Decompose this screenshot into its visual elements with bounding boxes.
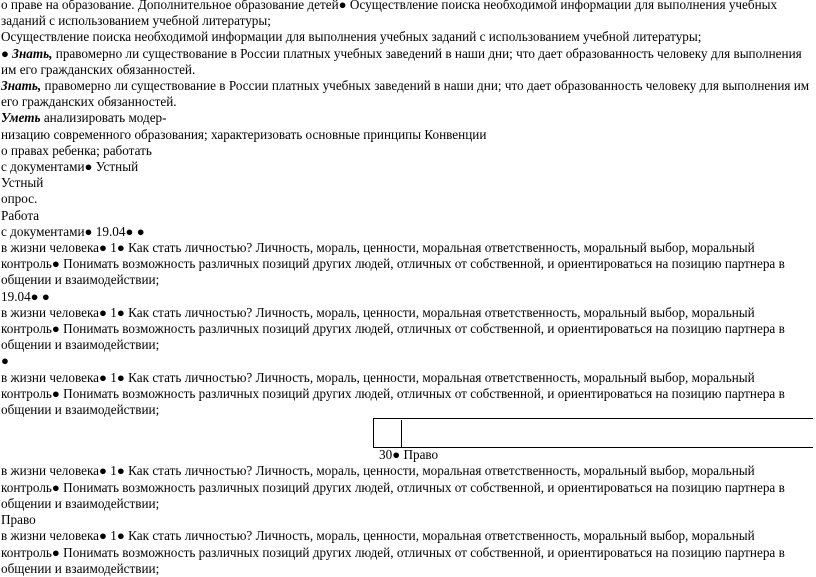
bullet-icon: ● xyxy=(1,45,9,61)
table-left-border xyxy=(373,418,374,447)
paragraph-rights-education: о праве на образование. Дополнительное образование детей● Осуществление поиска необходимой информации для выполнения учебных заданий с использованием учебной литературы; xyxy=(1,0,778,29)
paragraph-work: Работа xyxy=(1,207,40,223)
paragraph-personality-5: в жизни человека● 1● Как стать личностью? Личность, мораль, ценности, моральная ответственность, моральный выбор, моральный контроль● Понимать возможность различных позиций других людей, отличных от собственной, и ориентироваться на позицию партнера в общении и взаимодействии; xyxy=(1,528,785,576)
table-caption-law: 30● Право xyxy=(379,447,439,463)
know-text: правомерно ли существование в России платных учебных заведений в наши дни; что дает образованность человеку для выполнения им его гражданских обязанностей. xyxy=(1,78,810,110)
know-text: правомерно ли существование в России платных учебных заведений в наши дни; что дает образованность человеку для выполнения им его гражданских обязанностей. xyxy=(1,45,802,77)
table-top-border xyxy=(373,418,813,419)
paragraph-bullet: ● xyxy=(1,353,9,369)
table-fragment xyxy=(1,418,813,447)
paragraph-documents-oral: с документами● Устный xyxy=(1,159,139,175)
paragraph-modernization: низацию современного образования; характеризовать основные принципы Конвенции xyxy=(1,126,487,142)
paragraph-personality-3: в жизни человека● 1● Как стать личностью? Личность, мораль, ценности, моральная ответственность, моральный выбор, моральный контроль● Понимать возможность различных позиций других людей, отличных от собственной, и ориентироваться на позицию партнера в общении и взаимодействии; xyxy=(1,369,785,418)
paragraph-personality-1: в жизни человека● 1● Как стать личностью? Личность, мораль, ценности, моральная ответственность, моральный выбор, моральный контроль● Понимать возможность различных позиций других людей, отличных от собственной, и ориентироваться на позицию партнера в общении и взаимодействии; xyxy=(1,240,785,288)
paragraph-know-2 xyxy=(1,78,813,110)
be-able-label: Уметь xyxy=(1,110,41,126)
know-label: Знать, xyxy=(1,78,42,94)
paragraph-oral: Устный xyxy=(1,175,44,191)
table-bottom-border xyxy=(373,447,813,448)
paragraph-personality-4: в жизни человека● 1● Как стать личностью? Личность, мораль, ценности, моральная ответственность, моральный выбор, моральный контроль● Понимать возможность различных позиций других людей, отличных от собственной, и ориентироваться на позицию партнера в общении и взаимодействии; xyxy=(1,463,785,511)
know-label: Знать, xyxy=(8,45,53,61)
paragraph-survey: опрос. xyxy=(1,191,38,207)
paragraph-child-rights: о правах ребенка; работать xyxy=(1,142,152,158)
be-able-text: анализировать модер- xyxy=(40,110,167,126)
table-column-divider xyxy=(401,420,402,447)
document-body xyxy=(1,0,813,577)
paragraph-know-1 xyxy=(1,46,813,78)
paragraph-law: Право xyxy=(1,512,36,528)
paragraph-personality-2: в жизни человека● 1● Как стать личностью? Личность, мораль, ценности, моральная ответственность, моральный выбор, моральный контроль● Понимать возможность различных позиций других людей, отличных от собственной, и ориентироваться на позицию партнера в общении и взаимодействии; xyxy=(1,304,785,353)
paragraph-date: 19.04● ● xyxy=(1,288,50,304)
paragraph-info-search: Осуществление поиска необходимой информации для выполнения учебных заданий с использованием учебной литературы; xyxy=(1,29,702,45)
paragraph-be-able xyxy=(1,110,813,126)
paragraph-documents-date: с документами● 19.04● ● xyxy=(1,223,145,239)
